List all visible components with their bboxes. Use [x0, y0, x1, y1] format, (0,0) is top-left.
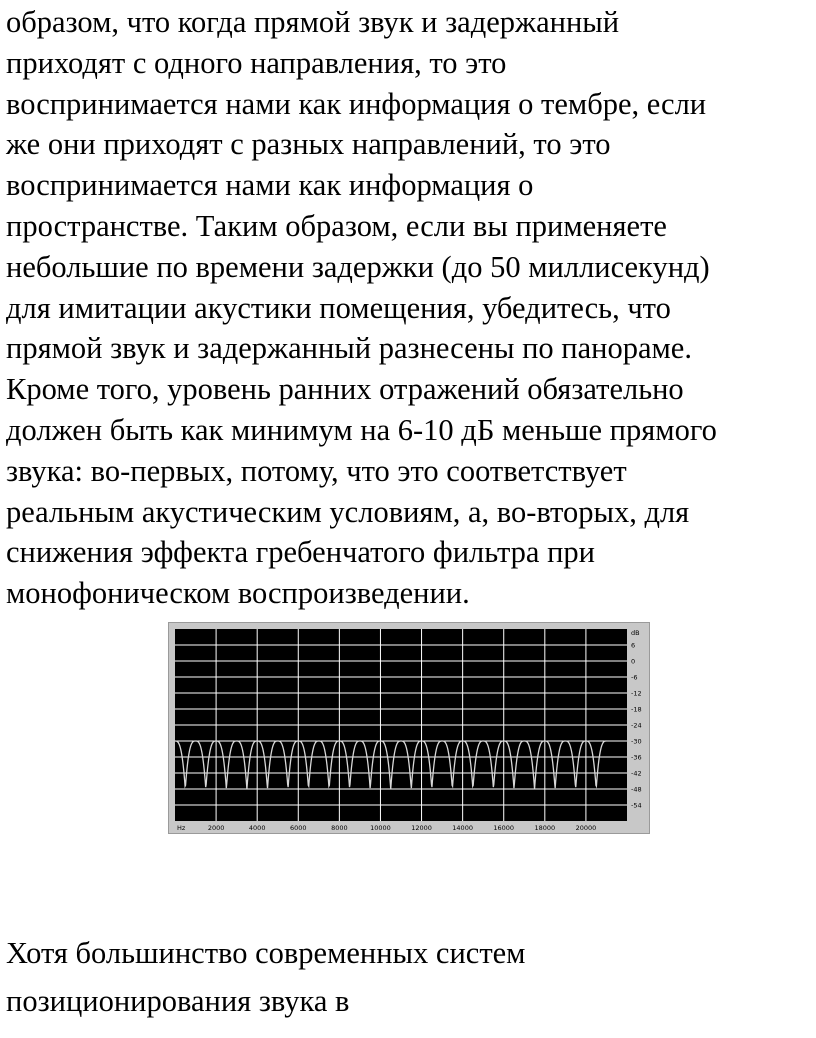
y-tick-label: -30 — [631, 737, 642, 746]
x-tick-label: 10000 — [370, 824, 391, 832]
y-tick-label: 0 — [631, 657, 636, 666]
x-tick-label: 16000 — [493, 824, 515, 832]
paragraph-1 — [6, 2, 814, 614]
text-line: прямой звук и задержанный разнесены по панораме. — [6, 331, 692, 366]
paragraph-2 — [6, 929, 814, 1025]
x-tick-label: 14000 — [452, 824, 473, 832]
x-tick-label: 6000 — [289, 824, 307, 832]
y-tick-label: -12 — [631, 689, 642, 698]
y-unit-label: dB — [631, 629, 640, 637]
text-line: образом, что когда прямой звук и задержанный — [6, 5, 620, 39]
text-line: же они приходят с разных направлений, то это — [6, 127, 611, 162]
y-tick-label: -36 — [631, 753, 642, 762]
text-line: воспринимается нами как информация о — [6, 168, 534, 203]
text-line: реальным акустическим условиям, а, во-вторых, для — [6, 494, 690, 529]
text-line: позиционирования звука в — [6, 984, 350, 1018]
text-line: Кроме того, уровень ранних отражений обязательно — [6, 372, 684, 407]
text-line: приходят с одного направления, то это — [6, 45, 507, 80]
x-axis-ticks — [177, 824, 596, 832]
x-tick-label: 8000 — [331, 824, 348, 832]
comb-filter-chart — [168, 622, 650, 834]
y-axis-ticks — [631, 629, 642, 810]
x-tick-label: 12000 — [411, 824, 432, 832]
y-tick-label: -18 — [631, 705, 642, 714]
y-tick-label: -42 — [631, 769, 642, 778]
x-tick-label: 2000 — [207, 824, 225, 832]
text-line: монофоническом воспроизведении. — [6, 576, 470, 611]
text-line: пространстве. Таким образом, если вы применяете — [6, 208, 667, 243]
y-tick-label: -6 — [631, 673, 638, 682]
x-tick-label: 4000 — [248, 824, 266, 832]
x-tick-label: 18000 — [534, 824, 556, 832]
x-unit-label: Hz — [177, 824, 186, 832]
y-tick-label: -48 — [631, 785, 642, 794]
text-line: должен быть как минимум на 6-10 дБ меньше прямого — [6, 412, 717, 447]
x-tick-label: 20000 — [575, 824, 597, 832]
text-line: воспринимается нами как информация о тембре, если — [6, 86, 707, 121]
y-tick-label: -24 — [631, 721, 642, 730]
y-tick-label: -54 — [631, 801, 642, 810]
text-line: Хотя большинство современных систем — [6, 936, 526, 970]
text-line: звука: во-первых, потому, что это соответствует — [6, 453, 627, 488]
y-tick-label: 6 — [631, 641, 636, 650]
text-line: для имитации акустики помещения, убедитесь, что — [6, 290, 671, 325]
text-line: небольшие по времени задержки (до 50 миллисекунд) — [6, 249, 710, 284]
chart-svg — [169, 623, 649, 833]
text-line: снижения эффекта гребенчатого фильтра при — [6, 535, 595, 570]
